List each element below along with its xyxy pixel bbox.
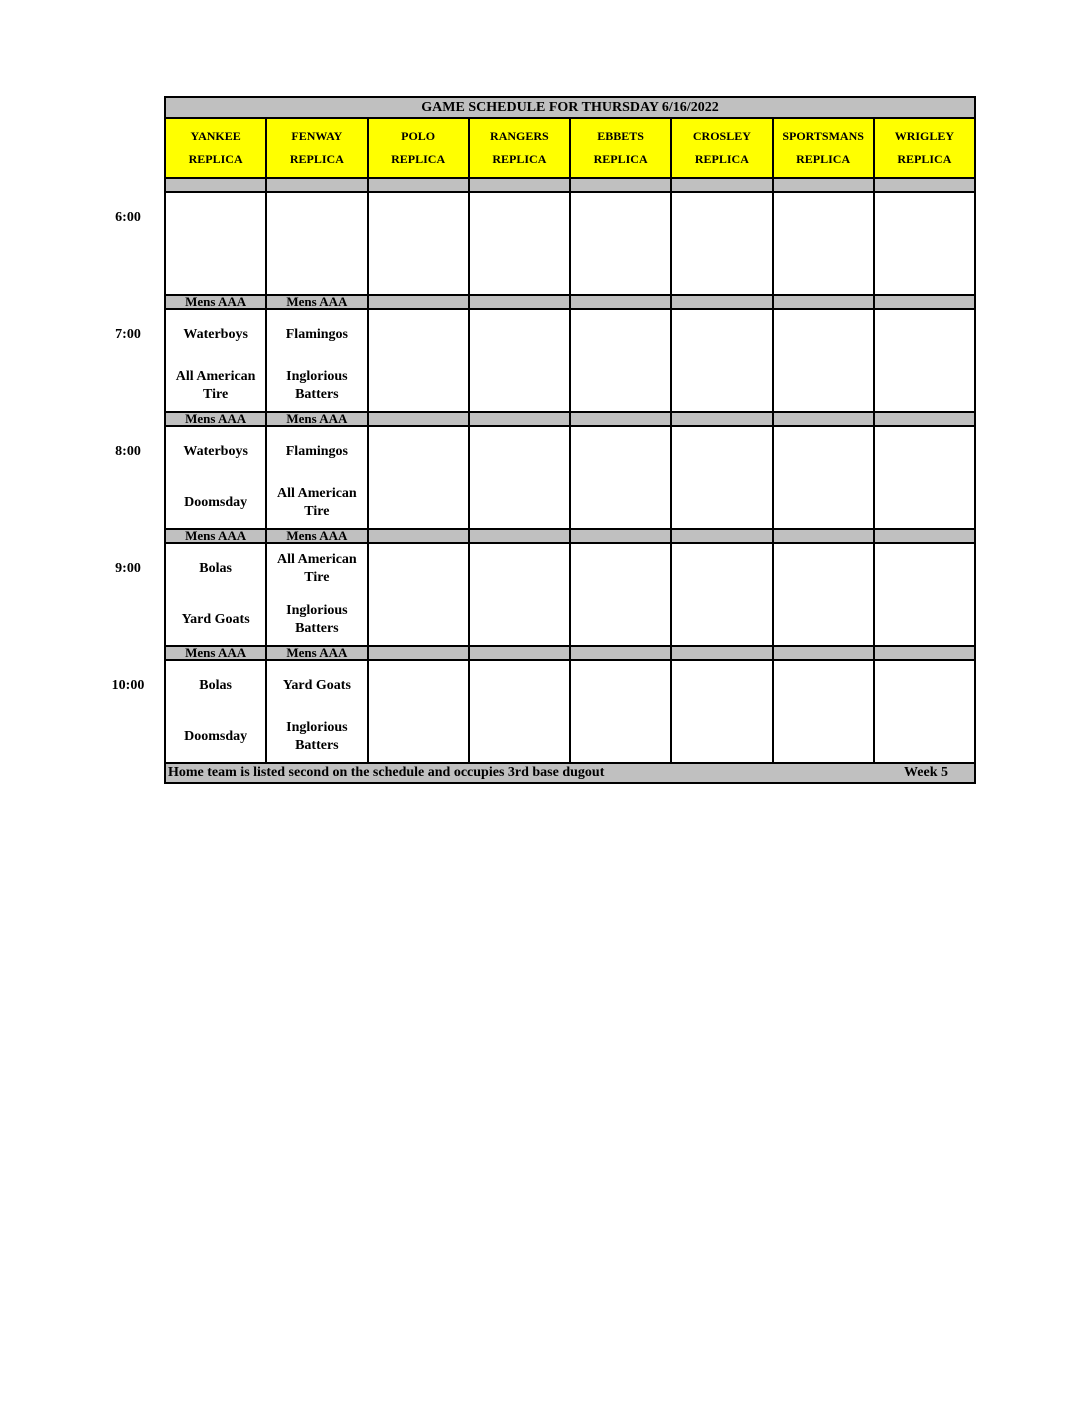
- time-slot-row: [165, 660, 975, 763]
- division-cell: [266, 178, 367, 192]
- away-team: Yard Goats: [282, 678, 351, 694]
- division-cell: [874, 529, 975, 543]
- game-cell: [773, 192, 874, 295]
- game-cell: [368, 660, 469, 763]
- division-cell: [874, 646, 975, 660]
- division-cell: Mens AAA: [266, 295, 367, 309]
- schedule-title: GAME SCHEDULE FOR THURSDAY 6/16/2022: [164, 96, 976, 118]
- division-cell: [671, 529, 772, 543]
- matchup: [166, 661, 265, 762]
- time-label: 9:00: [115, 561, 141, 576]
- game-cell: [266, 543, 367, 646]
- division-cell: [874, 295, 975, 309]
- division-cell: Mens AAA: [266, 412, 367, 426]
- field-header-ebbets: [570, 118, 671, 178]
- matchup: [267, 427, 366, 528]
- away-team: Flamingos: [285, 444, 348, 460]
- field-name: SPORTSMANS: [782, 129, 864, 143]
- division-cell: [469, 178, 570, 192]
- division-cell: [570, 295, 671, 309]
- field-subtitle: REPLICA: [492, 152, 547, 166]
- game-cell: [874, 426, 975, 529]
- schedule-body: [165, 118, 975, 783]
- game-cell: [266, 660, 367, 763]
- game-cell: [874, 660, 975, 763]
- division-cell: [874, 178, 975, 192]
- division-row: [165, 529, 975, 543]
- game-cell: [874, 309, 975, 412]
- schedule-grid: [164, 117, 976, 784]
- division-cell: [773, 646, 874, 660]
- division-row: [165, 178, 975, 192]
- division-row: [165, 646, 975, 660]
- game-cell: [773, 543, 874, 646]
- game-cell: [266, 426, 367, 529]
- away-team: Flamingos: [285, 327, 348, 343]
- game-cell: [671, 192, 772, 295]
- footer-cell: [165, 763, 975, 783]
- field-name: EBBETS: [597, 129, 644, 143]
- time-label: 6:00: [115, 210, 141, 225]
- matchup: [166, 427, 265, 528]
- home-team: Inglorious Batters: [286, 602, 348, 636]
- field-name: YANKEE: [190, 129, 241, 143]
- field-header-wrigley: [874, 118, 975, 178]
- division-cell: [570, 178, 671, 192]
- home-team: All American Tire: [277, 485, 357, 519]
- division-cell: Mens AAA: [266, 646, 367, 660]
- division-cell: [368, 412, 469, 426]
- division-cell: [469, 529, 570, 543]
- game-cell: [469, 192, 570, 295]
- division-cell: [368, 295, 469, 309]
- game-cell: [469, 309, 570, 412]
- field-subtitle: REPLICA: [391, 152, 446, 166]
- division-cell: Mens AAA: [165, 295, 266, 309]
- division-cell: [368, 178, 469, 192]
- matchup: [267, 544, 366, 645]
- game-cell: [874, 192, 975, 295]
- game-cell: [671, 426, 772, 529]
- division-cell: [165, 178, 266, 192]
- game-cell: [266, 192, 367, 295]
- division-cell: Mens AAA: [165, 412, 266, 426]
- game-cell: [671, 309, 772, 412]
- away-team: Bolas: [199, 561, 232, 577]
- division-row: [165, 295, 975, 309]
- home-team: Doomsday: [184, 728, 248, 744]
- field-name: POLO: [401, 129, 436, 143]
- field-name: RANGERS: [490, 129, 549, 143]
- game-cell: [773, 426, 874, 529]
- division-cell: [671, 295, 772, 309]
- division-cell: [469, 295, 570, 309]
- field-header-crosley: [671, 118, 772, 178]
- field-subtitle: REPLICA: [796, 152, 851, 166]
- home-team: Inglorious Batters: [286, 368, 348, 402]
- game-cell: [165, 660, 266, 763]
- division-cell: [773, 529, 874, 543]
- home-team: Doomsday: [184, 494, 248, 510]
- division-cell: Mens AAA: [165, 529, 266, 543]
- matchup: [267, 661, 366, 762]
- away-team: Waterboys: [183, 327, 248, 343]
- game-cell: [570, 192, 671, 295]
- game-cell: [671, 660, 772, 763]
- game-cell: [469, 660, 570, 763]
- field-header-polo: [368, 118, 469, 178]
- field-header-fenway: [266, 118, 367, 178]
- game-cell: [469, 543, 570, 646]
- division-cell: [368, 529, 469, 543]
- game-cell: [570, 660, 671, 763]
- time-label: 10:00: [111, 678, 145, 693]
- field-header-yankee: [165, 118, 266, 178]
- game-cell: [570, 426, 671, 529]
- game-cell: [368, 426, 469, 529]
- field-name: WRIGLEY: [894, 129, 955, 143]
- division-cell: [570, 412, 671, 426]
- matchup: [166, 544, 265, 645]
- game-cell: [165, 426, 266, 529]
- time-slot-row: [165, 309, 975, 412]
- division-cell: [469, 646, 570, 660]
- time-slot-row: [165, 192, 975, 295]
- field-header-row: [165, 118, 975, 178]
- away-team: Bolas: [199, 678, 232, 694]
- division-cell: [671, 412, 772, 426]
- time-label: 7:00: [115, 327, 141, 342]
- home-team: All American Tire: [175, 368, 256, 402]
- field-subtitle: REPLICA: [694, 152, 749, 166]
- home-team: Yard Goats: [181, 611, 250, 627]
- time-slot-row: [165, 543, 975, 646]
- game-cell: [266, 309, 367, 412]
- time-label: 8:00: [115, 444, 141, 459]
- field-subtitle: REPLICA: [897, 152, 952, 166]
- field-name: CROSLEY: [692, 129, 751, 143]
- field-header-sportsmans: [773, 118, 874, 178]
- division-cell: [469, 412, 570, 426]
- division-cell: [671, 646, 772, 660]
- game-cell: [368, 192, 469, 295]
- game-cell: [773, 660, 874, 763]
- division-cell: Mens AAA: [165, 646, 266, 660]
- footer-note: Home team is listed second on the schedule and occupies 3rd base dugout: [168, 765, 605, 780]
- division-cell: [773, 412, 874, 426]
- division-cell: [874, 412, 975, 426]
- division-cell: Mens AAA: [266, 529, 367, 543]
- game-cell: [570, 309, 671, 412]
- footer-row: [165, 763, 975, 783]
- division-cell: [671, 178, 772, 192]
- division-cell: [773, 178, 874, 192]
- away-team: All American Tire: [277, 552, 357, 586]
- game-cell: [165, 192, 266, 295]
- home-team: Inglorious Batters: [286, 719, 348, 753]
- schedule-table: [164, 117, 976, 784]
- division-cell: [570, 646, 671, 660]
- time-slot-row: [165, 426, 975, 529]
- matchup: [267, 310, 366, 411]
- field-subtitle: REPLICA: [593, 152, 648, 166]
- field-header-rangers: [469, 118, 570, 178]
- game-cell: [570, 543, 671, 646]
- game-cell: [773, 309, 874, 412]
- game-cell: [165, 543, 266, 646]
- game-cell: [469, 426, 570, 529]
- field-subtitle: REPLICA: [289, 152, 344, 166]
- division-cell: [773, 295, 874, 309]
- away-team: Waterboys: [183, 444, 248, 460]
- field-subtitle: REPLICA: [188, 152, 243, 166]
- matchup: [166, 310, 265, 411]
- game-cell: [165, 309, 266, 412]
- division-cell: [570, 529, 671, 543]
- footer-content: [168, 765, 972, 781]
- game-cell: [368, 309, 469, 412]
- game-cell: [368, 543, 469, 646]
- division-row: [165, 412, 975, 426]
- week-label: Week 5: [904, 765, 948, 780]
- division-cell: [368, 646, 469, 660]
- game-cell: [671, 543, 772, 646]
- field-name: FENWAY: [291, 129, 343, 143]
- game-cell: [874, 543, 975, 646]
